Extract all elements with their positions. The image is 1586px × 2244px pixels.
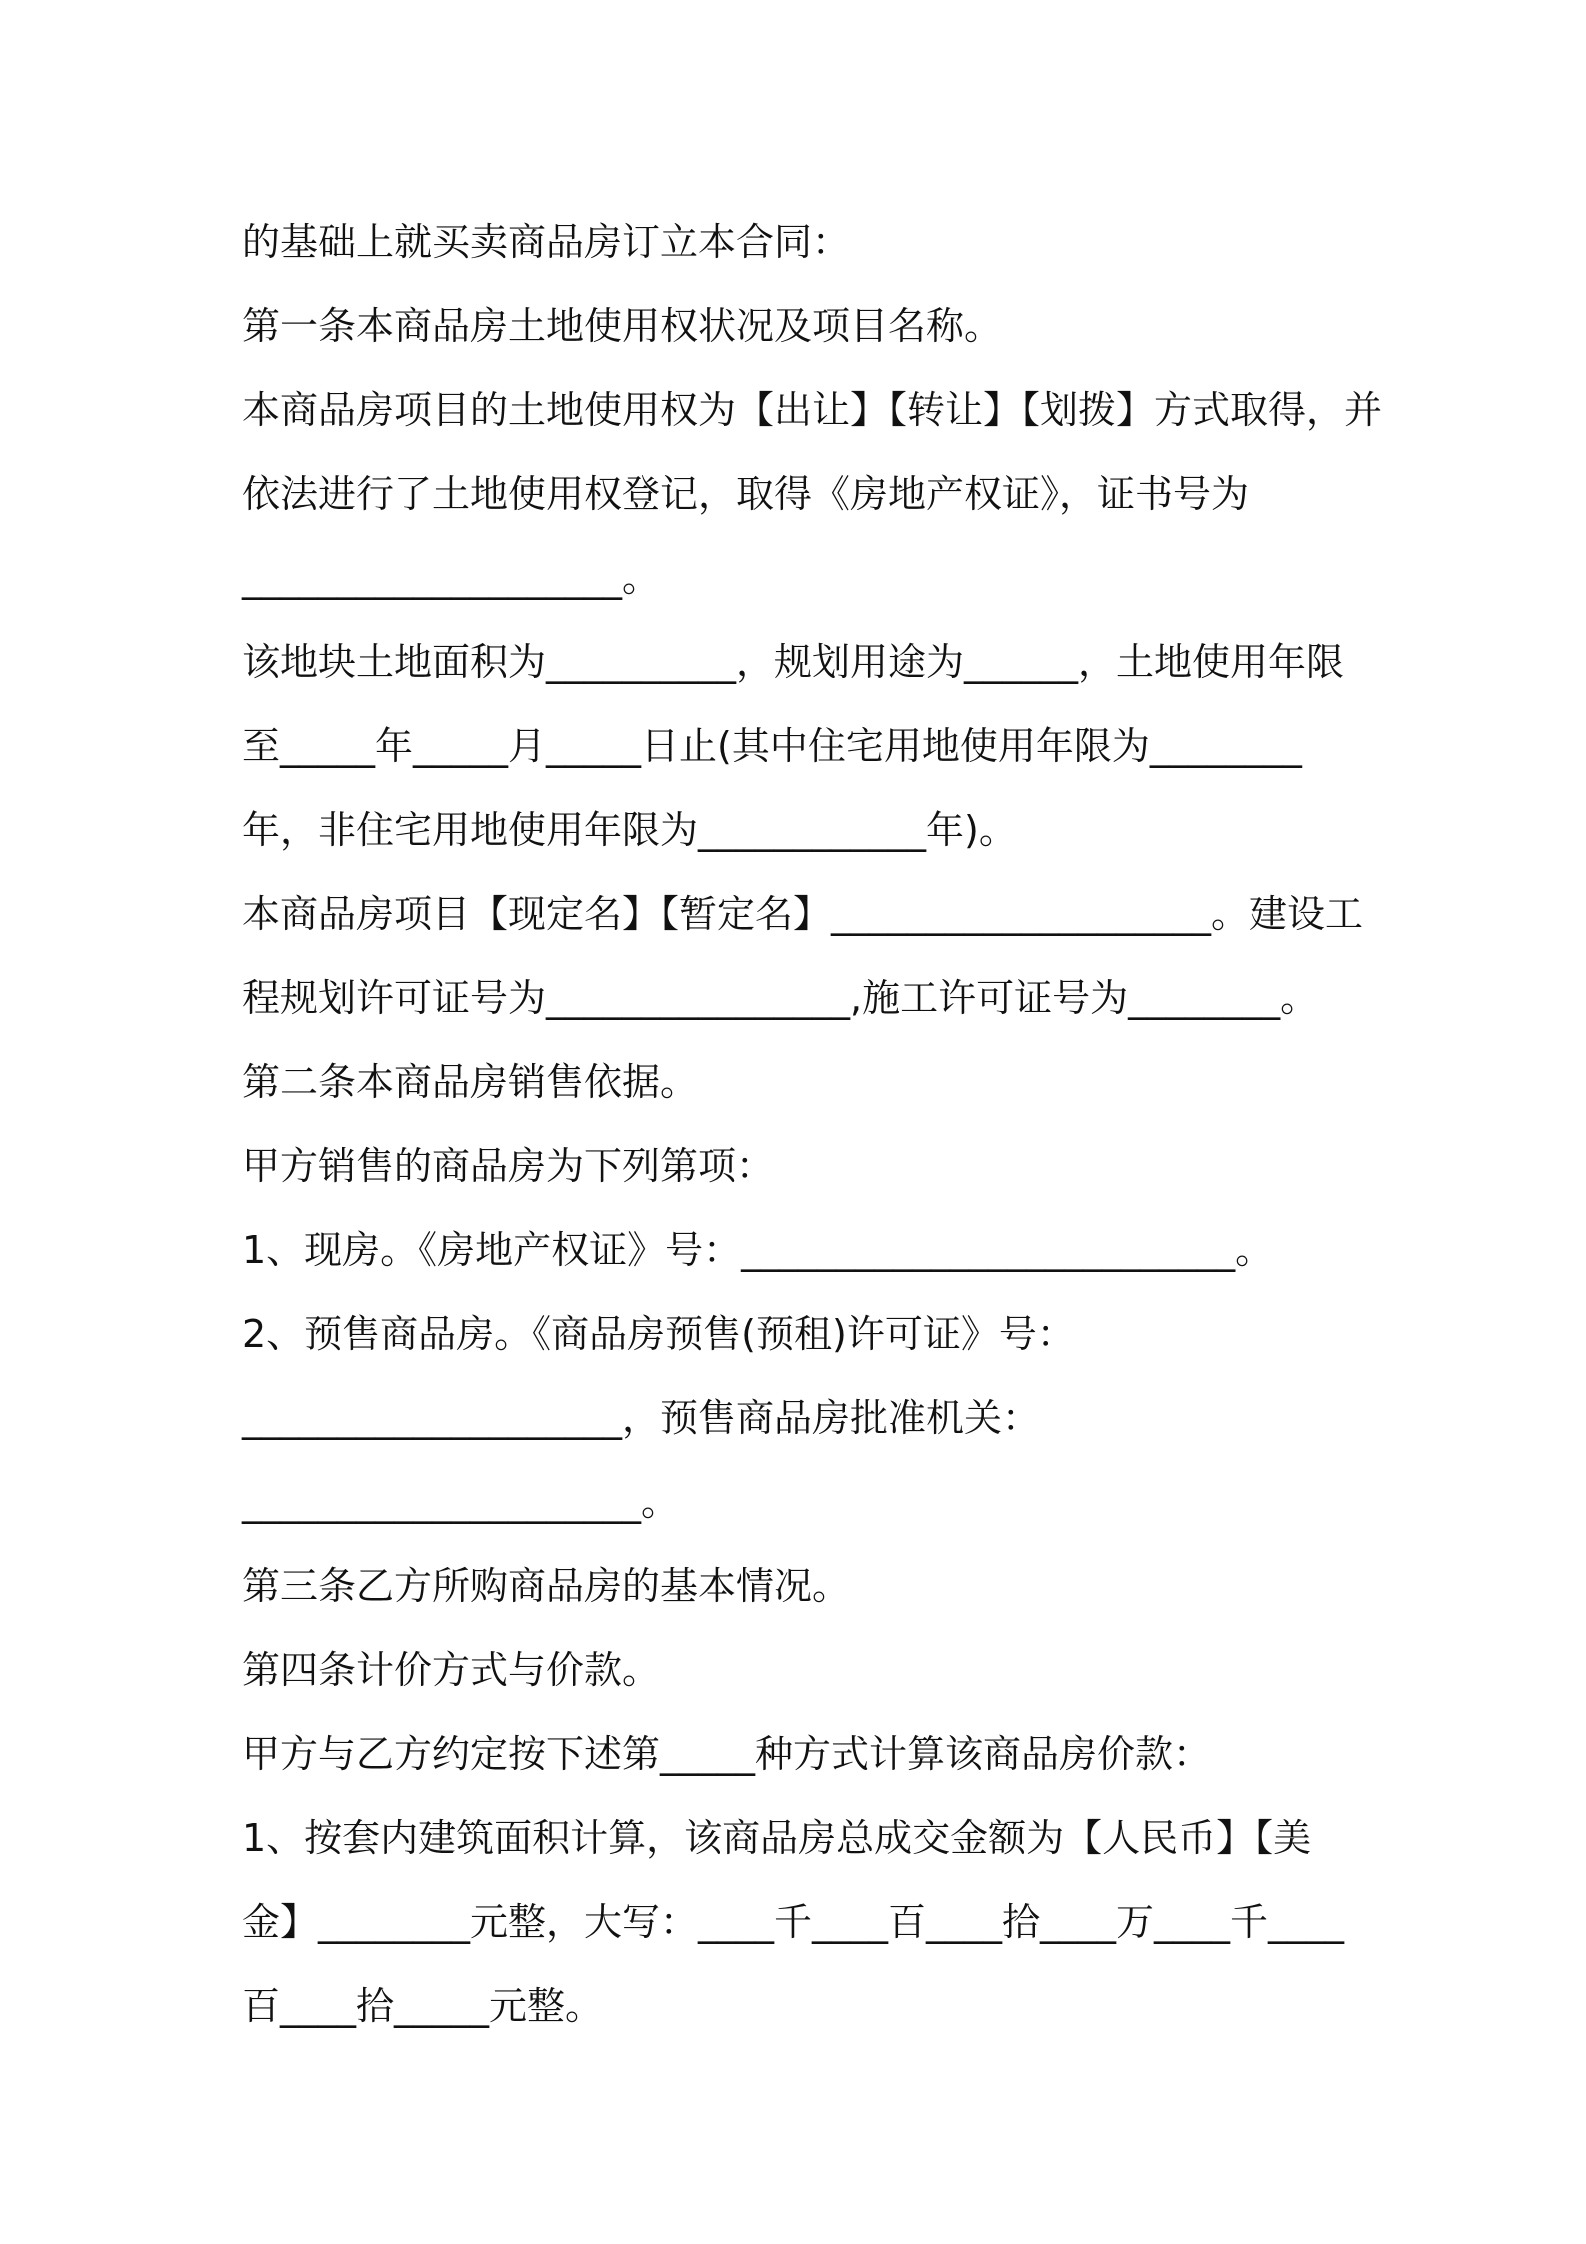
text-line-14: 2、预售商品房。《商品房预售(预租)许可证》号： — [242, 1312, 1075, 1356]
text-line-8: 年，非住宅用地使用年限为____________年)。 — [242, 808, 1017, 852]
text-line-20: 1、按套内建筑面积计算，该商品房总成交金额为【人民币】【美 — [242, 1816, 1312, 1860]
text-line-6: 该地块土地面积为__________，规划用途为______，土地使用年限 — [242, 640, 1345, 684]
text-line-17: 第三条乙方所购商品房的基本情况。 — [242, 1564, 851, 1608]
text-line-13: 1、现房。《房地产权证》号：__________________________。 — [242, 1228, 1274, 1272]
text-line-22: 百____拾_____元整。 — [242, 1984, 604, 2028]
text-line-18: 第四条计价方式与价款。 — [242, 1648, 661, 1692]
text-line-5: ____________________。 — [242, 556, 661, 600]
text-line-2: 第一条本商品房土地使用权状况及项目名称。 — [242, 304, 1003, 348]
contract-text — [242, 200, 1383, 2048]
text-line-11: 第二条本商品房销售依据。 — [242, 1060, 699, 1104]
text-line-4: 依法进行了土地使用权登记，取得《房地产权证》，证书号为 — [242, 472, 1250, 516]
text-line-9: 本商品房项目【现定名】【暂定名】____________________。建设工 — [242, 892, 1364, 936]
text-line-12: 甲方销售的商品房为下列第项： — [242, 1144, 775, 1188]
text-line-21: 金】________元整，大写：____千____百____拾____万____千____ — [242, 1900, 1345, 1944]
text-line-7: 至_____年_____月_____日止(其中住宅用地使用年限为________ — [242, 724, 1302, 768]
text-line-10: 程规划许可证号为________________,施工许可证号为________。 — [242, 976, 1319, 1020]
text-line-16: _____________________。 — [242, 1480, 680, 1524]
text-line-1: 的基础上就买卖商品房订立本合同： — [242, 220, 851, 264]
text-line-19: 甲方与乙方约定按下述第_____种方式计算该商品房价款： — [242, 1732, 1212, 1776]
text-line-15: ____________________，预售商品房批准机关： — [242, 1396, 1041, 1440]
text-line-3: 本商品房项目的土地使用权为【出让】【转让】【划拨】方式取得，并 — [242, 388, 1383, 432]
